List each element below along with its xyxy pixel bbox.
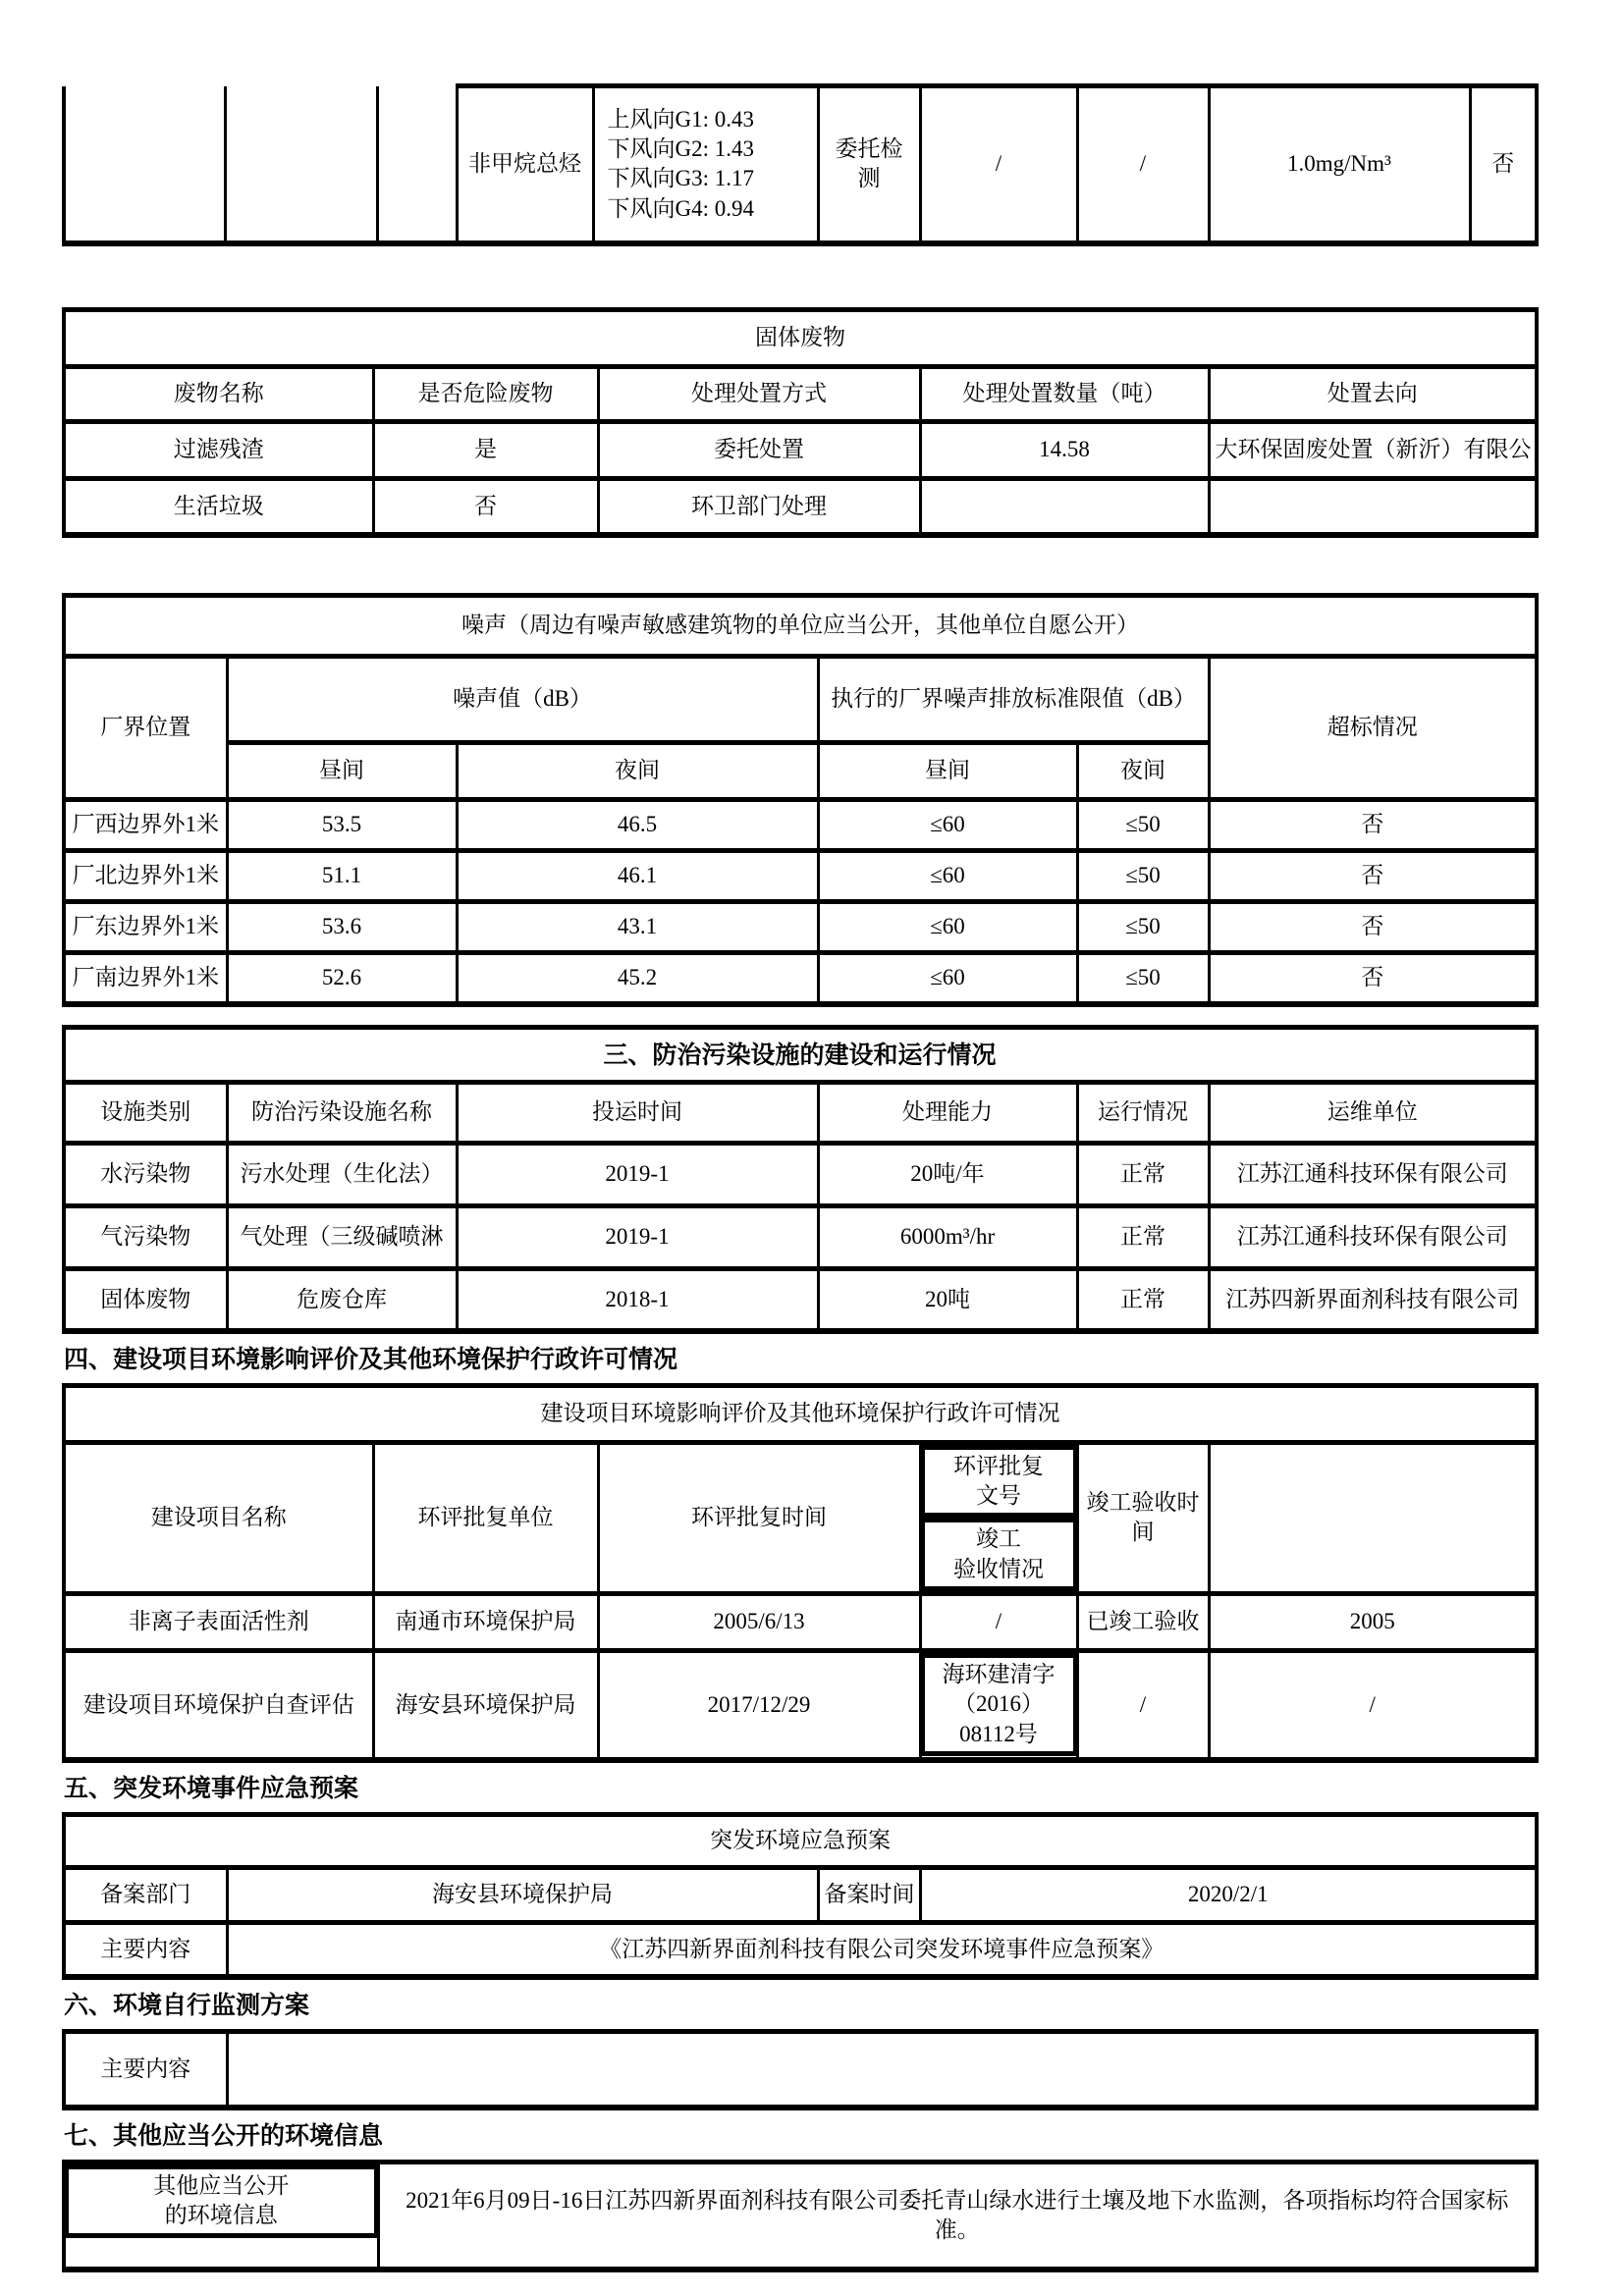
noise-night-cell: 43.1	[457, 902, 818, 953]
acceptance-status-cell: 已竣工验收	[1077, 1593, 1209, 1650]
main-content-label: 主要内容	[64, 1922, 227, 1977]
column-header: 投运时间	[457, 1082, 818, 1143]
self-monitoring-table	[62, 2029, 1539, 2111]
facility-name-cell: 危废仓库	[227, 1268, 457, 1331]
other-info-table	[62, 2160, 1539, 2273]
limit-day-cell: ≤60	[818, 902, 1077, 953]
acceptance-status-cell: /	[1077, 1650, 1209, 1760]
table-row	[64, 851, 1537, 902]
column-header: 防治污染设施名称	[227, 1082, 457, 1143]
table-row	[64, 902, 1537, 953]
facility-category-cell: 气污染物	[64, 1205, 227, 1268]
main-content-cell	[227, 2031, 1537, 2108]
doc-line: （2016）	[953, 1691, 1044, 1717]
column-header	[922, 1518, 1076, 1591]
table-row	[64, 421, 1537, 478]
exceed-cell: 否	[1470, 86, 1537, 243]
noise-night-cell: 46.1	[457, 851, 818, 902]
column-header: 竣工验收时间	[1077, 1442, 1209, 1593]
column-header: 设施类别	[64, 1082, 227, 1143]
noise-day-cell: 53.5	[227, 800, 457, 851]
facility-category-cell: 水污染物	[64, 1143, 227, 1205]
section6-heading: 六、环境自行监测方案	[64, 1991, 310, 2020]
table-title: 建设项目环境影响评价及其他环境保护行政许可情况	[64, 1385, 1537, 1442]
table-row	[64, 2162, 1537, 2269]
top-margin	[62, 0, 1539, 83]
operator-cell: 江苏四新界面剂科技有限公司	[1209, 1268, 1537, 1331]
column-header: 运维单位	[1209, 1082, 1537, 1143]
column-header: 运行情况	[1077, 1082, 1209, 1143]
column-header: 环评批复时间	[598, 1442, 920, 1593]
table-row	[64, 1143, 1537, 1205]
hazardous-cell: 是	[373, 421, 598, 478]
header-row	[64, 657, 1537, 743]
disposal-destination-cell	[1209, 478, 1537, 535]
table-row	[64, 1268, 1537, 1331]
start-date-cell: 2019-1	[457, 1205, 818, 1268]
table-title-row	[64, 1814, 1537, 1867]
table-row	[64, 953, 1537, 1004]
table-row	[64, 1593, 1537, 1650]
noise-day-cell: 51.1	[227, 851, 457, 902]
noise-day-cell: 53.6	[227, 902, 457, 953]
approval-date-cell: 2005/6/13	[598, 1593, 920, 1650]
table-row	[64, 1922, 1537, 1977]
section4-heading: 四、建设项目环境影响评价及其他环境保护行政许可情况	[64, 1345, 678, 1373]
filing-time-cell: 2020/2/1	[920, 1867, 1537, 1922]
operator-cell: 江苏江通科技环保有限公司	[1209, 1143, 1537, 1205]
filing-department-cell: 海安县环境保护局	[227, 1867, 818, 1922]
noise-table	[62, 593, 1539, 1007]
empty-cell	[64, 86, 225, 243]
limit-night-cell: ≤50	[1077, 953, 1209, 1004]
emergency-plan-table	[62, 1812, 1539, 1981]
disposal-method-cell: 环卫部门处理	[598, 478, 920, 535]
start-date-cell: 2018-1	[457, 1268, 818, 1331]
spacer	[62, 538, 1539, 593]
standard-limit-cell: 1.0mg/Nm³	[1209, 86, 1470, 243]
approval-date-cell: 2017/12/29	[598, 1650, 920, 1760]
waste-name-cell: 生活垃圾	[64, 478, 373, 535]
section7-heading: 七、其他应当公开的环境信息	[64, 2121, 384, 2151]
approver-cell: 南通市环境保护局	[373, 1593, 598, 1650]
table-title: 固体废物	[64, 309, 1537, 366]
hazardous-cell: 否	[373, 478, 598, 535]
label-line: 的环境信息	[164, 2203, 278, 2228]
approval-doc-cell	[922, 1653, 1076, 1756]
table-title-row	[64, 309, 1537, 366]
main-content-cell: 《江苏四新界面剂科技有限公司突发环境事件应急预案》	[227, 1922, 1537, 1977]
section-heading-row	[64, 1027, 1537, 1082]
header-line: 环评批复	[953, 1453, 1044, 1478]
table-title-row	[64, 596, 1537, 657]
disposal-amount-cell	[920, 478, 1209, 535]
monitor-value-line: 下风向G2: 1.43	[607, 135, 754, 161]
main-content-label: 主要内容	[64, 2031, 227, 2108]
header-line: 文号	[976, 1482, 1021, 1508]
empty-cell	[377, 86, 457, 243]
facility-name-cell: 污水处理（生化法）	[227, 1143, 457, 1205]
limit-night-cell: ≤50	[1077, 800, 1209, 851]
acceptance-time-cell: /	[1209, 1650, 1537, 1760]
column-subheader: 夜间	[1077, 743, 1209, 800]
pollution-control-facilities-table	[62, 1025, 1539, 1335]
other-info-label	[66, 2164, 377, 2238]
table-row	[64, 478, 1537, 535]
approver-cell: 海安县环境保护局	[373, 1650, 598, 1760]
solid-waste-table	[62, 307, 1539, 539]
disposal-destination-cell: 大环保固废处置（新沂）有限公	[1209, 421, 1537, 478]
table-row	[64, 2031, 1537, 2108]
column-header: 处理能力	[818, 1082, 1077, 1143]
monitor-value-line: 上风向G1: 0.43	[607, 106, 754, 132]
start-date-cell: 2019-1	[457, 1143, 818, 1205]
header-row	[64, 1082, 1537, 1143]
section3-heading: 三、防治污染设施的建设和运行情况	[64, 1027, 1537, 1082]
column-header: 厂界位置	[64, 657, 227, 800]
table-row	[64, 86, 1537, 243]
capacity-cell: 20吨/年	[818, 1143, 1077, 1205]
disposal-method-cell: 委托处置	[598, 421, 920, 478]
exceed-cell: 否	[1209, 851, 1537, 902]
project-name-cell: 建设项目环境保护自查评估	[64, 1650, 373, 1760]
approval-doc-cell: /	[920, 1593, 1077, 1650]
table-row	[64, 800, 1537, 851]
table-row	[64, 1205, 1537, 1268]
column-header	[922, 1445, 1076, 1519]
limit-day-cell: ≤60	[818, 851, 1077, 902]
exceed-cell: 否	[1209, 800, 1537, 851]
boundary-location-cell: 厂东边界外1米	[64, 902, 227, 953]
filing-department-label: 备案部门	[64, 1867, 227, 1922]
slash-cell: /	[1077, 86, 1209, 243]
monitor-value-line: 下风向G4: 0.94	[607, 195, 754, 221]
doc-line: 海环建清字	[942, 1661, 1056, 1686]
status-cell: 正常	[1077, 1205, 1209, 1268]
column-header: 处理处置数量（吨）	[920, 366, 1209, 421]
column-header: 建设项目名称	[64, 1442, 373, 1593]
limit-day-cell: ≤60	[818, 953, 1077, 1004]
monitoring-values-cell	[593, 86, 818, 243]
section5-heading: 五、突发环境事件应急预案	[64, 1774, 359, 1803]
monitoring-method-cell: 委托检测	[818, 86, 920, 243]
facility-name-cell: 气处理（三级碱喷淋	[227, 1205, 457, 1268]
filing-time-label: 备案时间	[818, 1867, 920, 1922]
header-line: 验收情况	[953, 1556, 1044, 1581]
facility-category-cell: 固体废物	[64, 1268, 227, 1331]
acceptance-time-cell: 2005	[1209, 1593, 1537, 1650]
column-subheader: 昼间	[818, 743, 1077, 800]
project-name-cell: 非离子表面活性剂	[64, 1593, 373, 1650]
table-title: 噪声（周边有噪声敏感建筑物的单位应当公开，其他单位自愿公开）	[64, 596, 1537, 657]
status-cell: 正常	[1077, 1143, 1209, 1205]
disposal-amount-cell: 14.58	[920, 421, 1209, 478]
column-header: 噪声值（dB）	[227, 657, 818, 743]
air-monitoring-table-continued	[62, 83, 1539, 246]
column-header: 废物名称	[64, 366, 373, 421]
label-line: 其他应当公开	[153, 2172, 290, 2198]
empty-cell	[225, 86, 377, 243]
doc-line: 08112号	[959, 1721, 1038, 1746]
column-header: 超标情况	[1209, 657, 1537, 800]
monitor-value-line: 下风向G3: 1.17	[607, 166, 754, 191]
report-content	[62, 0, 1539, 2272]
noise-day-cell: 52.6	[227, 953, 457, 1004]
boundary-location-cell: 厂南边界外1米	[64, 953, 227, 1004]
table-title-row	[64, 1385, 1537, 1442]
noise-night-cell: 46.5	[457, 800, 818, 851]
exceed-cell: 否	[1209, 902, 1537, 953]
column-header: 是否危险废物	[373, 366, 598, 421]
other-info-content: 2021年6月09日-16日江苏四新界面剂科技有限公司委托青山绿水进行土壤及地下水监测，各项指标均符合国家标准。	[378, 2162, 1537, 2269]
status-cell: 正常	[1077, 1268, 1209, 1331]
capacity-cell: 20吨	[818, 1268, 1077, 1331]
column-header: 处置去向	[1209, 366, 1537, 421]
spacer	[62, 1007, 1539, 1025]
table-row	[64, 1650, 1537, 1760]
slash-cell: /	[920, 86, 1077, 243]
pollutant-name-cell: 非甲烷总烃	[457, 86, 593, 243]
limit-night-cell: ≤50	[1077, 851, 1209, 902]
header-row	[64, 1442, 1537, 1593]
operator-cell: 江苏江通科技环保有限公司	[1209, 1205, 1537, 1268]
table-title: 突发环境应急预案	[64, 1814, 1537, 1867]
table-row	[64, 1867, 1537, 1922]
boundary-location-cell: 厂西边界外1米	[64, 800, 227, 851]
header-row	[64, 366, 1537, 421]
limit-day-cell: ≤60	[818, 800, 1077, 851]
header-line: 竣工	[976, 1526, 1021, 1552]
waste-name-cell: 过滤残渣	[64, 421, 373, 478]
column-header: 执行的厂界噪声排放标准限值（dB）	[818, 657, 1209, 743]
noise-night-cell: 45.2	[457, 953, 818, 1004]
capacity-cell: 6000m³/hr	[818, 1205, 1077, 1268]
column-subheader: 昼间	[227, 743, 457, 800]
eia-permits-table	[62, 1383, 1539, 1764]
spacer	[62, 246, 1539, 307]
column-header: 环评批复单位	[373, 1442, 598, 1593]
limit-night-cell: ≤50	[1077, 902, 1209, 953]
boundary-location-cell: 厂北边界外1米	[64, 851, 227, 902]
column-header: 处理处置方式	[598, 366, 920, 421]
column-subheader: 夜间	[457, 743, 818, 800]
exceed-cell: 否	[1209, 953, 1537, 1004]
